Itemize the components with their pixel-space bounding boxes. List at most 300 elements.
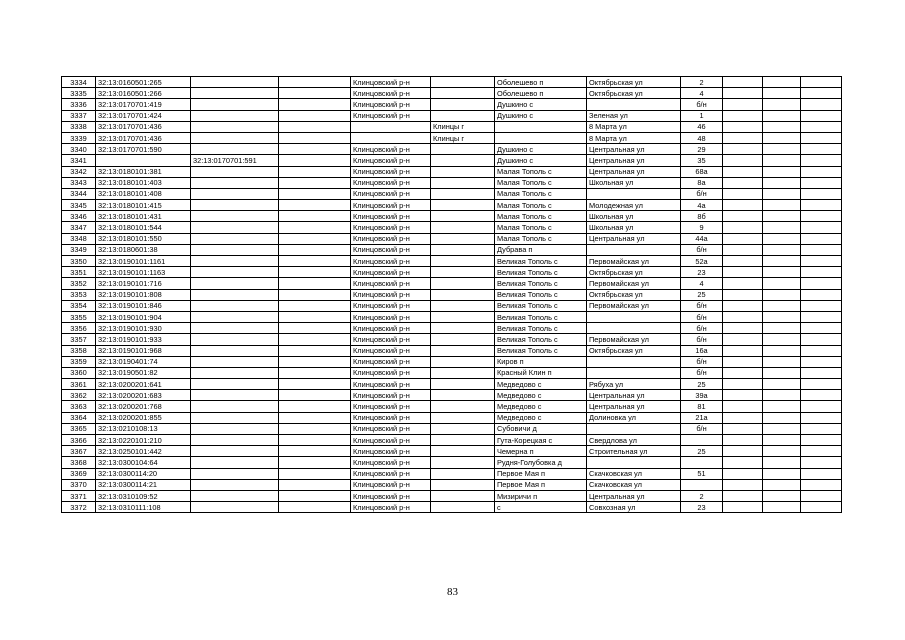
cell-city [431,502,495,513]
cell-blank [279,401,351,412]
cell-cadastral-number: 32:13:0180601:38 [96,244,191,255]
cell-settlement: Мизиричи п [495,490,587,501]
cell-street: Центральная ул [587,155,681,166]
cell-extra-3 [801,502,842,513]
cell-street [587,367,681,378]
cell-street [587,457,681,468]
cell-extra-1 [723,166,763,177]
cell-settlement: Малая Тополь с [495,222,587,233]
cell-blank [279,289,351,300]
cell-cadastral-number: 32:13:0200201:683 [96,390,191,401]
cell-city [431,99,495,110]
cell-extra-1 [723,334,763,345]
table-row [62,121,842,132]
cell-extra-2 [763,144,801,155]
cell-row-number: 3360 [62,367,96,378]
cell-city [431,401,495,412]
cell-row-number: 3365 [62,423,96,434]
cell-extra-2 [763,244,801,255]
cell-house-number: 4 [681,88,723,99]
table-row [62,244,842,255]
cell-street: Школьная ул [587,177,681,188]
table-row [62,110,842,121]
cell-settlement: Великая Тополь с [495,334,587,345]
cell-cadastral-number-alt [191,479,279,490]
cell-house-number [681,457,723,468]
cell-city [431,390,495,401]
cell-city [431,311,495,322]
cell-street: Совхозная ул [587,502,681,513]
table-row [62,177,842,188]
cell-settlement: Великая Тополь с [495,300,587,311]
cell-cadastral-number: 32:13:0190401:74 [96,356,191,367]
cell-cadastral-number: 32:13:0180101:550 [96,233,191,244]
cell-extra-3 [801,244,842,255]
cell-extra-3 [801,222,842,233]
cell-house-number: 8б [681,211,723,222]
cell-street: Школьная ул [587,211,681,222]
cell-extra-1 [723,256,763,267]
cell-extra-1 [723,423,763,434]
cell-blank [279,267,351,278]
cell-city [431,267,495,278]
cell-extra-3 [801,390,842,401]
cell-extra-3 [801,144,842,155]
cell-extra-1 [723,244,763,255]
cell-house-number: б/н [681,188,723,199]
table-row [62,88,842,99]
cell-cadastral-number: 32:13:0170701:419 [96,99,191,110]
cell-district [351,132,431,143]
cell-settlement: Великая Тополь с [495,323,587,334]
table-row [62,446,842,457]
cell-cadastral-number-alt [191,233,279,244]
cell-blank [279,468,351,479]
cell-district: Клинцовский р-н [351,479,431,490]
cell-cadastral-number-alt [191,256,279,267]
table-row [62,379,842,390]
cell-extra-1 [723,490,763,501]
cell-cadastral-number-alt: 32:13:0170701:591 [191,155,279,166]
cell-extra-1 [723,278,763,289]
cell-street: Строительная ул [587,446,681,457]
cell-city [431,435,495,446]
cell-extra-3 [801,256,842,267]
cell-house-number: 2 [681,490,723,501]
cell-settlement: Душкино с [495,155,587,166]
cell-settlement: Малая Тополь с [495,188,587,199]
cell-row-number: 3371 [62,490,96,501]
cell-cadastral-number: 32:13:0210108:13 [96,423,191,434]
cell-extra-3 [801,423,842,434]
cell-district: Клинцовский р-н [351,200,431,211]
cell-cadastral-number: 32:13:0180101:381 [96,166,191,177]
cell-settlement: Душкино с [495,110,587,121]
cell-city [431,412,495,423]
cell-extra-2 [763,200,801,211]
cell-cadastral-number-alt [191,435,279,446]
page-number: 83 [447,586,458,598]
table-row [62,300,842,311]
cell-cadastral-number: 32:13:0220101:210 [96,435,191,446]
cell-extra-1 [723,188,763,199]
cell-city [431,345,495,356]
cell-extra-2 [763,278,801,289]
cell-blank [279,166,351,177]
cell-row-number: 3372 [62,502,96,513]
cell-extra-2 [763,323,801,334]
cell-blank [279,177,351,188]
cell-district: Клинцовский р-н [351,177,431,188]
cell-extra-3 [801,446,842,457]
cell-row-number: 3355 [62,311,96,322]
cell-blank [279,244,351,255]
cell-settlement: Великая Тополь с [495,278,587,289]
cell-house-number: 52а [681,256,723,267]
cell-row-number: 3369 [62,468,96,479]
cell-city [431,244,495,255]
cell-row-number: 3344 [62,188,96,199]
cell-blank [279,99,351,110]
cell-house-number: 4а [681,200,723,211]
cell-district: Клинцовский р-н [351,267,431,278]
cell-district: Клинцовский р-н [351,379,431,390]
cell-extra-3 [801,334,842,345]
cell-settlement: Душкино с [495,99,587,110]
table-row [62,144,842,155]
cell-street: Центральная ул [587,401,681,412]
cell-cadastral-number: 32:13:0310109:52 [96,490,191,501]
cell-blank [279,423,351,434]
cell-extra-3 [801,356,842,367]
cell-city [431,379,495,390]
cell-house-number: 35 [681,155,723,166]
cell-cadastral-number: 32:13:0190501:82 [96,367,191,378]
cell-settlement: Гута-Корецкая с [495,435,587,446]
cell-street [587,356,681,367]
cell-extra-1 [723,457,763,468]
cell-district: Клинцовский р-н [351,490,431,501]
cell-district: Клинцовский р-н [351,222,431,233]
cell-extra-2 [763,300,801,311]
cell-extra-2 [763,177,801,188]
cell-settlement: Малая Тополь с [495,233,587,244]
cell-city [431,446,495,457]
cell-cadastral-number: 32:13:0190101:1163 [96,267,191,278]
cell-district: Клинцовский р-н [351,423,431,434]
cell-extra-3 [801,200,842,211]
cell-district: Клинцовский р-н [351,367,431,378]
cell-row-number: 3340 [62,144,96,155]
cell-settlement: Оболешево п [495,88,587,99]
cell-cadastral-number-alt [191,121,279,132]
cell-street: 8 Марта ул [587,121,681,132]
cell-extra-2 [763,401,801,412]
cell-city: Клинцы г [431,132,495,143]
cell-house-number: 81 [681,401,723,412]
table-row [62,77,842,88]
cell-cadastral-number: 32:13:0180101:408 [96,188,191,199]
cell-house-number: б/н [681,99,723,110]
cell-extra-1 [723,300,763,311]
cell-extra-1 [723,233,763,244]
cell-street [587,423,681,434]
cell-extra-3 [801,435,842,446]
cell-cadastral-number: 32:13:0310111:108 [96,502,191,513]
cell-extra-1 [723,502,763,513]
cell-cadastral-number-alt [191,323,279,334]
cell-blank [279,379,351,390]
cell-row-number: 3370 [62,479,96,490]
cell-row-number: 3341 [62,155,96,166]
cell-row-number: 3363 [62,401,96,412]
cell-cadastral-number-alt [191,334,279,345]
cell-blank [279,479,351,490]
cell-cadastral-number-alt [191,379,279,390]
cell-cadastral-number-alt [191,367,279,378]
cell-district [351,121,431,132]
table-row [62,188,842,199]
cell-district: Клинцовский р-н [351,468,431,479]
cell-city [431,289,495,300]
table-row [62,334,842,345]
cell-extra-2 [763,457,801,468]
cell-cadastral-number: 32:13:0170701:436 [96,132,191,143]
cell-street: Центральная ул [587,233,681,244]
cell-city [431,177,495,188]
cell-district: Клинцовский р-н [351,233,431,244]
cell-blank [279,144,351,155]
cell-blank [279,457,351,468]
cell-district: Клинцовский р-н [351,323,431,334]
cell-row-number: 3343 [62,177,96,188]
cell-cadastral-number-alt [191,356,279,367]
cell-cadastral-number: 32:13:0190101:968 [96,345,191,356]
cell-cadastral-number: 32:13:0180101:403 [96,177,191,188]
cell-house-number: б/н [681,334,723,345]
cell-city [431,468,495,479]
cell-cadastral-number-alt [191,77,279,88]
cell-extra-3 [801,278,842,289]
table-row [62,457,842,468]
cell-extra-3 [801,132,842,143]
cell-cadastral-number: 32:13:0160501:265 [96,77,191,88]
cell-district: Клинцовский р-н [351,77,431,88]
cell-blank [279,502,351,513]
cell-extra-2 [763,412,801,423]
cell-district: Клинцовский р-н [351,435,431,446]
table-row [62,200,842,211]
cell-extra-1 [723,323,763,334]
cell-district: Клинцовский р-н [351,188,431,199]
cell-extra-2 [763,446,801,457]
cell-district: Клинцовский р-н [351,88,431,99]
cell-cadastral-number-alt [191,188,279,199]
cell-extra-3 [801,311,842,322]
cell-cadastral-number-alt [191,166,279,177]
cell-row-number: 3338 [62,121,96,132]
cell-street [587,323,681,334]
cell-blank [279,155,351,166]
cell-row-number: 3367 [62,446,96,457]
cell-settlement: Дубрава п [495,244,587,255]
cell-house-number: 25 [681,379,723,390]
cell-row-number: 3356 [62,323,96,334]
table-row [62,323,842,334]
cell-extra-2 [763,367,801,378]
table-row [62,345,842,356]
cell-extra-3 [801,211,842,222]
cell-extra-3 [801,121,842,132]
cell-extra-2 [763,132,801,143]
cell-extra-2 [763,222,801,233]
cell-house-number: 25 [681,446,723,457]
cell-district: Клинцовский р-н [351,502,431,513]
table-row [62,155,842,166]
cell-cadastral-number: 32:13:0190101:930 [96,323,191,334]
cell-settlement: Первое Мая п [495,479,587,490]
cell-city [431,200,495,211]
cell-cadastral-number: 32:13:0180101:431 [96,211,191,222]
cell-extra-3 [801,490,842,501]
cell-extra-2 [763,155,801,166]
cell-city [431,300,495,311]
cell-city [431,278,495,289]
cell-house-number [681,479,723,490]
cell-city [431,144,495,155]
cell-city [431,356,495,367]
cell-row-number: 3368 [62,457,96,468]
cell-row-number: 3334 [62,77,96,88]
cell-extra-1 [723,412,763,423]
cell-city [431,222,495,233]
cell-blank [279,300,351,311]
cell-city [431,423,495,434]
cell-house-number: б/н [681,300,723,311]
cell-house-number: 23 [681,267,723,278]
cell-street: Октябрьская ул [587,267,681,278]
cell-extra-1 [723,479,763,490]
cell-settlement: с [495,502,587,513]
cell-settlement: Великая Тополь с [495,345,587,356]
cell-extra-2 [763,188,801,199]
table-row [62,289,842,300]
cell-street [587,311,681,322]
cell-cadastral-number-alt [191,423,279,434]
cell-house-number: 68а [681,166,723,177]
cell-cadastral-number: 32:13:0190101:904 [96,311,191,322]
cell-street: 8 Марта ул [587,132,681,143]
cell-city [431,233,495,244]
cell-house-number: 44а [681,233,723,244]
cell-city [431,155,495,166]
cell-settlement: Чемерна п [495,446,587,457]
cell-extra-2 [763,390,801,401]
cell-row-number: 3345 [62,200,96,211]
cell-extra-2 [763,311,801,322]
cell-extra-1 [723,177,763,188]
cell-settlement: Малая Тополь с [495,200,587,211]
cell-blank [279,323,351,334]
cell-extra-1 [723,144,763,155]
cell-settlement: Оболешево п [495,77,587,88]
cell-extra-3 [801,233,842,244]
table-row [62,256,842,267]
cell-district: Клинцовский р-н [351,390,431,401]
cell-blank [279,77,351,88]
cell-cadastral-number [96,155,191,166]
cell-house-number: б/н [681,356,723,367]
cell-extra-2 [763,110,801,121]
cell-row-number: 3346 [62,211,96,222]
cell-extra-1 [723,468,763,479]
cell-extra-1 [723,345,763,356]
cell-row-number: 3336 [62,99,96,110]
table-row [62,468,842,479]
cell-cadastral-number-alt [191,99,279,110]
table-row [62,278,842,289]
table-row [62,267,842,278]
cell-extra-3 [801,77,842,88]
cell-extra-2 [763,502,801,513]
table-row [62,367,842,378]
cell-extra-1 [723,77,763,88]
cell-extra-3 [801,267,842,278]
cell-street: Октябрьская ул [587,88,681,99]
cell-house-number: 51 [681,468,723,479]
cell-street: Первомайская ул [587,256,681,267]
table-row [62,222,842,233]
cell-cadastral-number: 32:13:0180101:415 [96,200,191,211]
cell-city [431,334,495,345]
cell-city [431,457,495,468]
cell-row-number: 3351 [62,267,96,278]
cell-row-number: 3348 [62,233,96,244]
cell-cadastral-number-alt [191,177,279,188]
property-table [61,76,842,513]
cell-extra-1 [723,289,763,300]
cell-blank [279,110,351,121]
cell-district: Клинцовский р-н [351,300,431,311]
cell-cadastral-number: 32:13:0250101:442 [96,446,191,457]
cell-settlement: Великая Тополь с [495,311,587,322]
cell-extra-1 [723,435,763,446]
cell-street: Центральная ул [587,144,681,155]
cell-city [431,323,495,334]
cell-house-number: 16а [681,345,723,356]
cell-extra-2 [763,267,801,278]
cell-cadastral-number-alt [191,468,279,479]
cell-street: Рябуха ул [587,379,681,390]
cell-house-number: б/н [681,323,723,334]
cell-city [431,211,495,222]
cell-street: Молодежная ул [587,200,681,211]
cell-street: Скачковская ул [587,468,681,479]
cell-house-number: 29 [681,144,723,155]
cell-cadastral-number: 32:13:0170701:590 [96,144,191,155]
cell-city: Клинцы г [431,121,495,132]
cell-cadastral-number-alt [191,311,279,322]
cell-extra-2 [763,490,801,501]
cell-cadastral-number-alt [191,446,279,457]
cell-street: Октябрьская ул [587,289,681,300]
cell-city [431,188,495,199]
cell-settlement: Киров п [495,356,587,367]
cell-row-number: 3364 [62,412,96,423]
cell-extra-1 [723,367,763,378]
cell-cadastral-number-alt [191,490,279,501]
table-row [62,412,842,423]
